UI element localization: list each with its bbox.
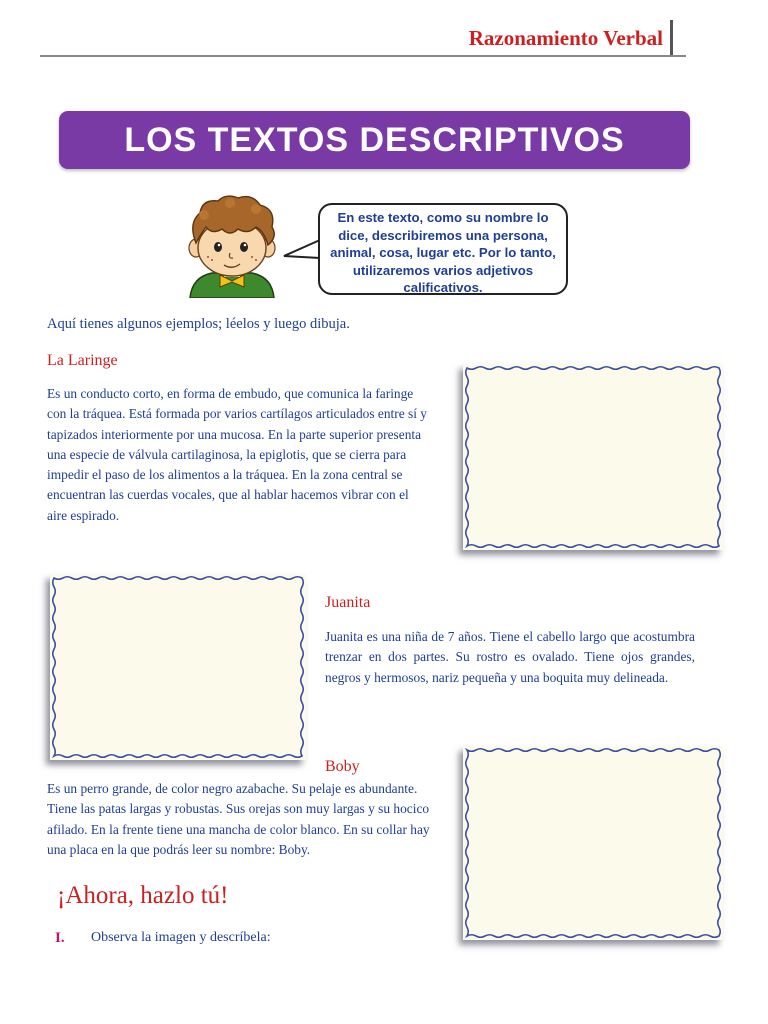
drawing-frame-boby[interactable]: [463, 746, 723, 940]
frame-border: [466, 367, 721, 548]
speech-bubble-tail: [282, 236, 322, 266]
section-title-laringe: La Laringe: [47, 352, 118, 369]
section-title-boby: Boby: [325, 758, 360, 775]
boy-illustration: [182, 193, 282, 298]
activity-number: I.: [55, 930, 65, 946]
title-banner: [59, 111, 690, 169]
activity-heading: ¡Ahora, hazlo tú!: [57, 882, 229, 909]
header-divider: [670, 20, 673, 56]
drawing-frame-laringe[interactable]: [463, 364, 723, 550]
frame-border: [53, 577, 304, 758]
frame-border: [466, 749, 721, 938]
section-title-juanita: Juanita: [325, 594, 371, 611]
section-text-boby: Es un perro grande, de color negro azabache. Su pelaje es abundante. Tiene las patas largas y robustas. Sus orejas son muy largas y su hocico afilado. En la frente tiene una mancha de color blanco. En su collar hay una placa en la que podrás leer su nombre: Boby.: [47, 781, 430, 857]
section-text-laringe: Es un conducto corto, en forma de embudo, que comunica la faringe con la tráquea. Está formada por varios cartílagos articulados entre sí y tapizados interiormente por una mucosa. En la parte superior presenta una especie de válvula cartilaginosa, la epiglotis, que se cierra para impedir el paso de los alimentos a la tráquea. En la zona central se encuentran las cuerdas vocales, que al hablar hacemos vibrar con el aire espirado.: [47, 386, 427, 523]
section-text-juanita: Juanita es una niña de 7 años. Tiene el cabello largo que acostumbra trenzar en dos partes. Su rostro es ovalado. Tiene ojos grandes, negros y hermosos, nariz pequeña y una boquita muy delineada.: [325, 629, 695, 685]
intro-text: Aquí tienes algunos ejemplos; léelos y luego dibuja.: [47, 316, 350, 332]
speech-bubble: [318, 203, 568, 295]
activity-instruction: Observa la imagen y descríbela:: [91, 930, 271, 945]
page-title: LOS TEXTOS DESCRIPTIVOS: [124, 120, 625, 159]
speech-text: En este texto, como su nombre lo dice, describiremos una persona, animal, cosa, lugar etc. Por lo tanto, utilizaremos varios adjetivos calificativos.: [330, 210, 556, 295]
drawing-frame-juanita[interactable]: [50, 574, 306, 760]
header-title: Razonamiento Verbal: [468, 26, 663, 50]
header-rule: [40, 55, 686, 57]
